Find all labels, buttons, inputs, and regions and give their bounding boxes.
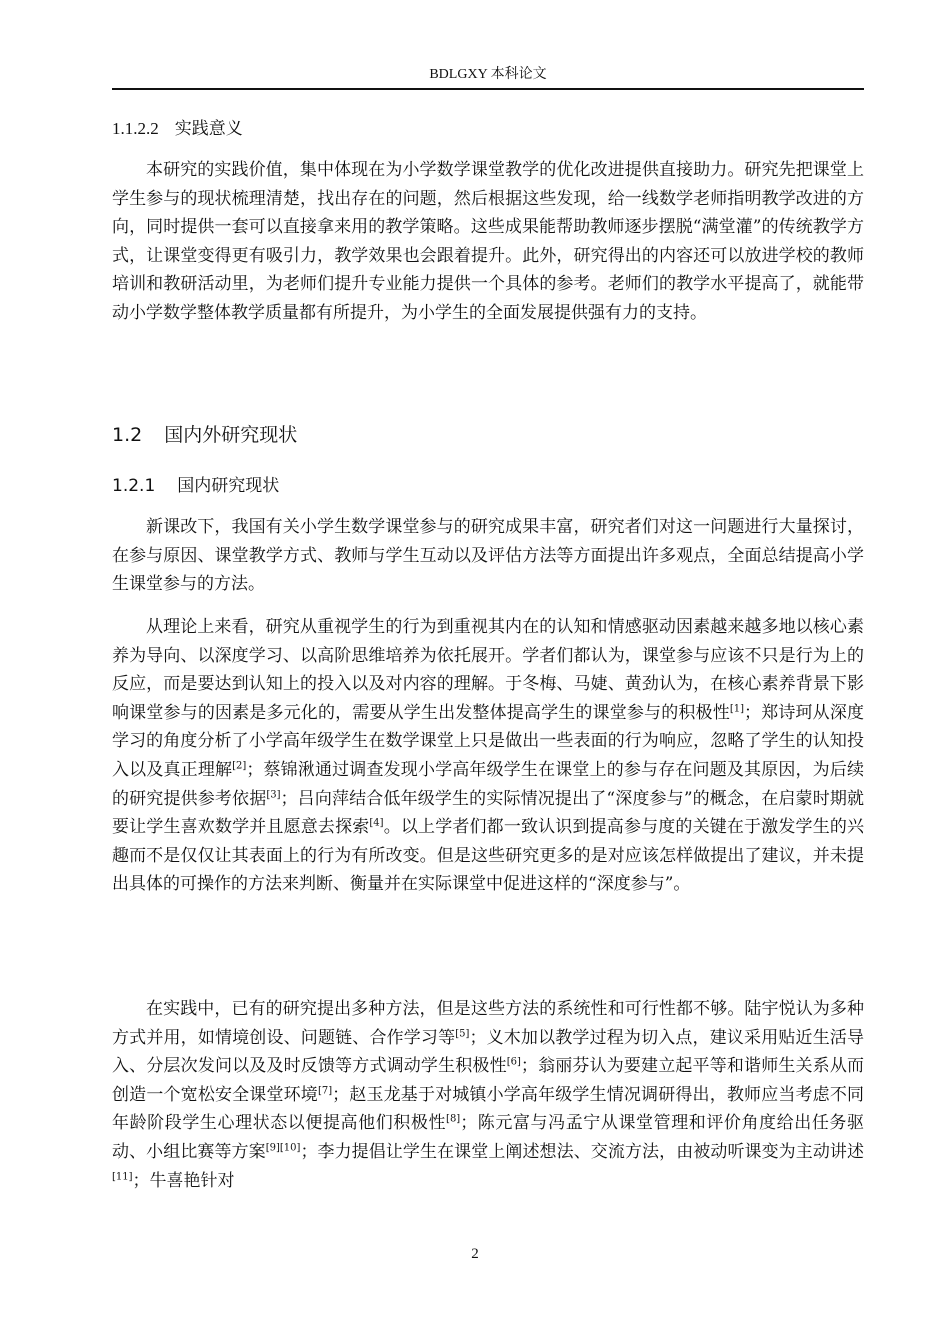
section-number: 1.1.2.2 bbox=[112, 119, 159, 138]
citation-ref-1: [1] bbox=[729, 703, 745, 715]
text-run: ；陈元富与冯孟宁从课堂管理和评价角度给出任务驱动、小组比赛等方案 bbox=[112, 1113, 865, 1162]
header-rule bbox=[112, 88, 864, 90]
citation-ref-5: [5] bbox=[455, 1027, 470, 1039]
paragraph-domestic-intro: 新课改下，我国有关小学生数学课堂参与的研究成果丰富，研究者们对这一问题进行大量探讨，在参与原因、课堂教学方式、教师与学生互动以及评估方法等方面提出许多观点，全面总结提高小学生课堂参与的方法。 bbox=[112, 517, 864, 595]
text-run: 。以上学者们都一致认识到提高参与度的关键在于激发学生的兴趣而不是仅仅让其表面上的行为有所改变。但是这些研究更多的是对应该怎样做提出了建议，并未提出具体的可操作的方法来判断、衡量并在实际课堂中促进这样的“深度参与”。 bbox=[112, 817, 865, 895]
page-number: 2 bbox=[471, 1246, 479, 1262]
citation-ref-9: [9] bbox=[265, 1142, 280, 1154]
section-heading-1-1-2-2 bbox=[112, 115, 243, 143]
citation-ref-7: [7] bbox=[317, 1085, 333, 1097]
citation-ref-8: [8] bbox=[446, 1113, 461, 1125]
paragraph-practice-review bbox=[112, 995, 864, 1195]
text-run: ；蔡锦湫通过调查发现小学高年级学生在课堂上的参与存在问题及其原因，为后续的研究提供参考依据 bbox=[112, 759, 865, 809]
running-header: BDLGXY 本科论文 bbox=[429, 67, 547, 82]
section-title: 国内研究现状 bbox=[177, 476, 280, 496]
citation-ref-11: [11] bbox=[112, 1170, 133, 1182]
text-run: 从理论上来看，研究从重视学生的行为到重视其内在的认知和情感驱动因素越来越多地以核心素养为导向、以深度学习、以高阶思维培养为依托展开。学者们都认为，课堂参与应该不只是行为上的反应，而是要达到认知上的投入以及对内容的理解。于冬梅、马婕、黄劲认为，在核心素养背景下影响课堂参与的因素是多元化的，需要从学生出发整体提高学生的课堂参与的积极性 bbox=[112, 617, 864, 723]
citation-ref-3: [3] bbox=[266, 788, 281, 800]
text-run: ；义木加以教学过程为切入点，建议采用贴近生活导入、分层次发问以及及时反馈等方式调动学生积极性 bbox=[112, 1027, 865, 1077]
citation-ref-6: [6] bbox=[506, 1056, 521, 1068]
section-heading-1-2-1 bbox=[112, 472, 279, 500]
section-number: 1.2.1 bbox=[112, 476, 156, 496]
section-number: 1.2 bbox=[112, 424, 143, 446]
section-title: 国内外研究现状 bbox=[164, 424, 298, 446]
section-title: 实践意义 bbox=[174, 119, 243, 139]
text-run: ；郑诗珂从深度学习的角度分析了小学高年级学生在数学课堂上只是做出一些表面的行为响应，忽略了学生的认知投入以及真正理解 bbox=[112, 702, 865, 780]
paragraph-practice-significance: 本研究的实践价值，集中体现在为小学数学课堂教学的优化改进提供直接助力。研究先把课堂上学生参与的现状梳理清楚，找出存在的问题，然后根据这些发现，给一线数学老师指明教学改进的方向，同时提供一套可以直接拿来用的教学策略。这些成果能帮助教师逐步摆脱“满堂灌”的传统教学方式，让课堂变得更有吸引力，教学效果也会跟着提升。此外，研究得出的内容还可以放进学校的教师培训和教研活动里，为老师们提升专业能力提供一个具体的参考。老师们的教学水平提高了，就能带动小学数学整体教学质量都有所提升，为小学生的全面发展提供强有力的支持。 bbox=[112, 160, 864, 323]
text-run: ；赵玉龙基于对城镇小学高年级学生情况调研得出，教师应当考虑不同年龄阶段学生心理状态以便提高他们积极性 bbox=[112, 1084, 865, 1134]
paragraph-theory-review bbox=[112, 613, 864, 899]
text-run: ；李力提倡让学生在课堂上阐述想法、交流方法，由被动听课变为主动讲述 bbox=[300, 1141, 865, 1162]
citation-ref-4: [4] bbox=[369, 817, 384, 829]
text-run: 在实践中，已有的研究提出多种方法，但是这些方法的系统性和可行性都不够。陆宇悦认为多种方式并用，如情境创设、问题链、合作学习等 bbox=[112, 999, 864, 1048]
text-run: ；牛喜艳针对 bbox=[132, 1170, 235, 1191]
section-heading-1-2 bbox=[112, 420, 297, 450]
text-run: ；翁丽芬认为要建立起平等和谐师生关系从而创造一个宽松安全课堂环境 bbox=[112, 1056, 865, 1105]
citation-ref-2: [2] bbox=[232, 760, 247, 772]
text-run: ；吕向萍结合低年级学生的实际情况提出了“深度参与”的概念，在启蒙时期就要让学生喜欢数学并且愿意去探索 bbox=[112, 788, 865, 838]
citation-ref-10: [10] bbox=[279, 1142, 301, 1154]
